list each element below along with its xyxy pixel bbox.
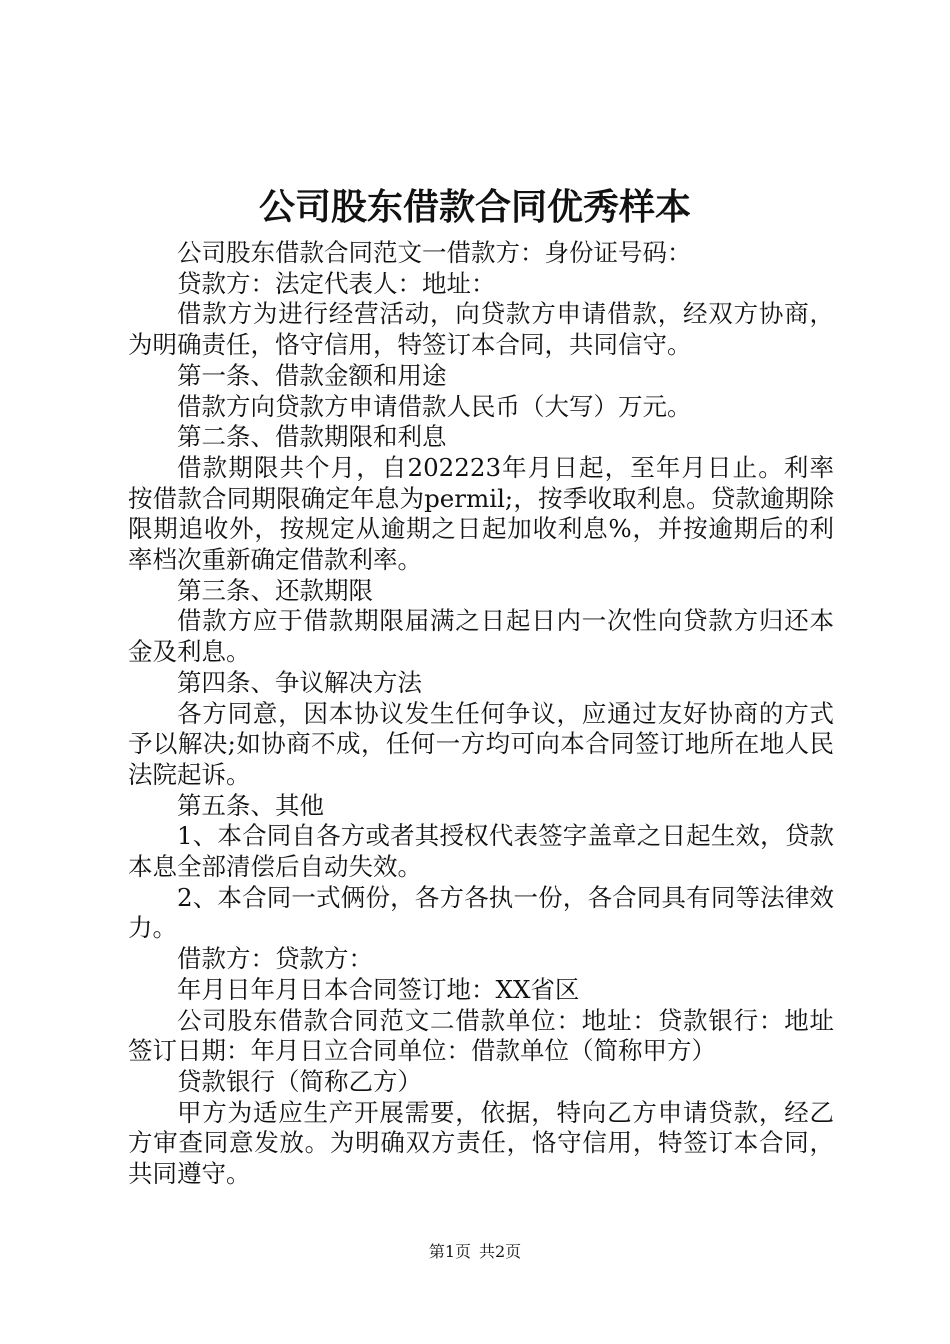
paragraph: 贷款方：法定代表人：地址：: [177, 268, 496, 298]
paragraph: 贷款银行（简称乙方）: [177, 1066, 422, 1096]
paragraph: 公司股东借款合同范文二借款单位：地址：贷款银行：地址签订日期：年月日立合同单位：借款单位（简称甲方）: [128, 1005, 834, 1066]
date-line: 年月日年月日本合同签订地：XX省区: [177, 974, 580, 1004]
document-title: 公司股东借款合同优秀样本: [258, 187, 691, 228]
page-total: 共2页: [479, 1242, 522, 1261]
section-heading: 第三条、还款期限: [177, 575, 373, 605]
paragraph: 借款方为进行经营活动，向贷款方申请借款，经双方协商，为明确责任，恪守信用，特签订本合同，共同信守。: [128, 299, 834, 360]
signature-line: 借款方：贷款方：: [177, 944, 373, 974]
paragraph: 借款期限共个月，自202223年月日起，至年月日止。利率按借款合同期限确定年息为permil;，按季收取利息。贷款逾期除限期追收外，按规定从逾期之日起加收利息%，并按逾期后的利率档次重新确定借款利率。: [128, 452, 834, 575]
paragraph: 公司股东借款合同范文一借款方：身份证号码：: [177, 238, 692, 267]
paragraph: 借款方应于借款期限届满之日起日内一次性向贷款方归还本金及利息。: [128, 606, 834, 667]
paragraph: 2、本合同一式俩份，各方各执一份，各合同具有同等法律效力。: [128, 882, 834, 943]
document-body: [128, 238, 834, 1190]
page-number: 第1页: [428, 1242, 471, 1261]
section-heading: 第一条、借款金额和用途: [177, 360, 447, 390]
paragraph: 各方同意，因本协议发生任何争议，应通过友好协商的方式予以解决;如协商不成，任何一方均可向本合同签订地所在地人民法院起诉。: [128, 698, 834, 789]
page-footer: [0, 1242, 950, 1262]
paragraph: 甲方为适应生产开展需要，依据，特向乙方申请贷款，经乙方审查同意发放。为明确双方责任，恪守信用，特签订本合同，共同遵守。: [128, 1097, 834, 1189]
section-heading: 第四条、争议解决方法: [177, 667, 422, 697]
paragraph: 借款方向贷款方申请借款人民币（大写）万元。: [177, 391, 692, 421]
paragraph: 1、本合同自各方或者其授权代表签字盖章之日起生效，贷款本息全部清偿后自动失效。: [128, 821, 834, 882]
section-heading: 第五条、其他: [177, 790, 324, 820]
section-heading: 第二条、借款期限和利息: [177, 422, 447, 452]
